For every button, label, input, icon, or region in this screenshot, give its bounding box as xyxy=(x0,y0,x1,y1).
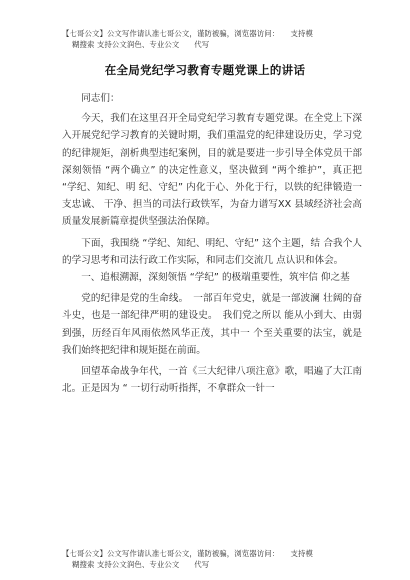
header-line-1: 【七哥公文】公文写作请认准七哥公文，谨防被骗，浏览器访问： 支持模 xyxy=(62,29,313,38)
page-footer xyxy=(62,548,362,570)
body-paragraph-topic: 下面，我围绕 “学纪、知纪、明纪、守纪” 这个主题，结 合我个人的学习思考和司法行政工作实际，和同志们交流几 点认识和体会。 xyxy=(62,237,362,266)
body-paragraph-discipline: 党的纪律是党的生命线。 一部百年党史，就是一部波澜 壮阔的奋斗史，也是一部纪律严明的建设史。 我们党之所以 能从小到大、由弱到强，历经百年风雨依然风华正茂，其中一 个至关重要的法宝，就是我们始终把纪律和规矩挺在前面。 xyxy=(62,293,362,356)
page-header xyxy=(62,28,362,50)
footer-line-1: 【七哥公文】公文写作请认准七哥公文，谨防被骗，浏览器访问： 支持模 xyxy=(62,549,313,558)
document-title: 在全局党纪学习教育专题党课上的讲话 xyxy=(104,63,306,77)
footer-line-2: 糊搜索 支持公文润色、专业公文 代写 xyxy=(72,560,210,569)
salutation: 同志们： xyxy=(81,93,120,104)
body-paragraph-history: 回望革命战争年代，一首《三大纪律八项注意》歌，唱遍了大江南北。正是因为 “ 一切行动听指挥，不拿群众一针一 xyxy=(62,366,362,395)
body-paragraph-intro: 今天，我们在这里召开全局党纪学习教育专题党课。在全党上下深入开展党纪学习教育的关键时期，我们重温党的纪律建设历史，学习党的纪律规矩，剖析典型违纪案例，目的就是要进一步引导全体党员干部深刻领悟 “两个确立” 的决定性意义，坚决做到 “两个维护”，真正把 “学纪、知纪、明 纪、守纪” 内化于心、外化于行，以铁的纪律锻造一支忠诚、 干净、担当的司法行政铁军，为奋力谱写XX 县域经济社会高 质量发展新篇章提供坚强法治保障。 xyxy=(62,113,362,228)
document-body xyxy=(62,90,362,397)
section-heading-1: 一、追根溯源，深刻领悟 “学纪” 的极端重要性，筑牢信 仰之基 xyxy=(81,272,350,284)
header-line-2: 糊搜索 支持公文润色、专业公文 代写 xyxy=(72,40,210,49)
